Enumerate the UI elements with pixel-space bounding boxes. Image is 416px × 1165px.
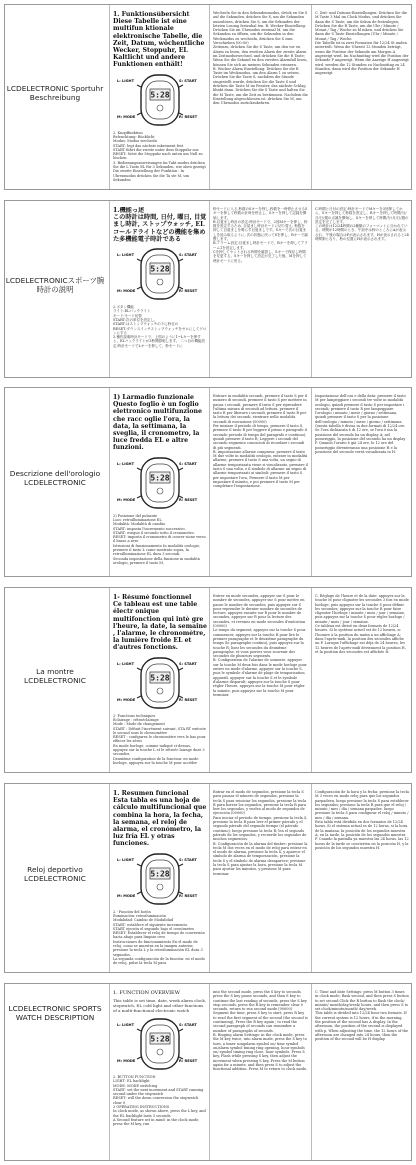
column-1-text: 2) Posizione del pulsante Luci: retroilluminazione EL Modalità: Modalità di cambio START: imposta l'incremento successivo. START: esegue il secondo sotto il cronometro RESET: imposta il cronometro di conver sione verso il basso a zero Istruzioni di funzionamento In modalità orologio, premere il tasto L come mostrato sopra, la retroilluminazione EL dura 3 secondi. Seconda impostazione della funzione in modalità orologio, premere il tasto M, [113,513,206,565]
watch-diagram [117,654,198,712]
column-divider [311,984,312,1160]
column-1-text: 2.- Función del botón Iluminación: retroiluminación Modalidad: Cambio de Modalidad START: establece el siguiente incremento. START ejecuta el segundo bajo el cronómetro RESET: Establecer el reloj de tiempo de conversión hacia abajo para limpiar cero Instrucciones de funcionamiento En el modo de reloj, como se muestra en la imagen anterior, presione la tecla L y la retroiluminación EL dura 3 segundos. La segunda configuración de la función: en el modo de reloj, pulse la tecla M para [113,909,205,966]
section-card [4,4,412,190]
section-heading: 1.機能っ述 この時計は時間, 日付, 曜日, 目覚まし時計, ストップウォッチ, ELコールドライトなどの機能を集めた多機能電子時計である [113,207,207,243]
column-1 [113,11,207,187]
section-heading: 1) Larmadio funzionale Questo foglio è un foglio elettronico multifunzione che racc oglie l'ora, la data, la settimana, la sveglia, il cronometro, la luce fredda EL e altre funzioni. [113,394,202,452]
watch-label-start: S: START [179,253,197,258]
watch-label-light: L: LIGHT [117,253,135,258]
column-1 [113,394,207,574]
column-3-text: C. Réglage de l'heure et de la date: appuyez sur la touche M pour clignoter les secondes 3 fois en mode horloge, puis appuyez sur la touche S pour définir les secondes; appuyez sur la touche R pour faire clignoter l'horloge / minute / mois / jour / semaine, puis appuyez sur la touche S pour régler horloge / minute / mois / jour / semaine. Ce tableau est divisé en deux formats de 12/24 heures. Si le système actuel est de 12 heures, si l'horaire à la position du matin a un affichage A; dans l'après-midi, la position des secondes affiche un P. Lorsque l'affichage est déjà de 24 heures, les 12 heures de l'après-midi deviennent la position H, et la position des secondes est affichée H. [315,594,409,654]
column-divider [209,5,210,189]
section-card [4,587,412,773]
column-divider [209,588,210,772]
column-2-text: Entrar en el modo de segundos, presione la tecla S para pausar el número de segundos, presione la tecla S para reiniciar los segundos, presione la tecla R para borrar los segundos, presione la tecla R para leer los segundos, y vuelva al modo de segundos de ejecución (00000) Para iniciar el periodo de tiempo, presione la tecla S, presione la tecla R para leer el primer párrafo y el segundo párrafo del segundo tiempo (el párrafo continuo), luego presione la tecla R; lea el segundo párrafo de los segundos, y recuerde los segundos de muchos segmentos. B. Configuración de la alarma del timbre: presione la tecla M dos veces en el modo de reloj para entrar en el modo de alarma, presione la tecla S, y aparece el símbolo de alarma de temporización, presione la tecla S y el símbolo de alarma desaparece; presione la tecla S para ajustar la hora, presione la tecla M para ajustar los minutos, y presione M para terminar. [213,790,308,876]
column-divider [311,5,312,189]
section-heading: 1. Funktionsübersicht Diese Tabelle ist eine multifun ktionale elektronische Tabelle, die Zeit, Datum, wöchentliche Wecker, Stoppuhr, EL Kaltlicht und andere Funktionen enthält! [113,11,205,69]
column-divider [209,984,210,1160]
watch-label-mode: M: MODE [117,893,136,898]
column-1 [113,990,207,1158]
column-3-text: C. Zeit- und Datums-Einstellungen: Drücken Sie die M Taste 3 Mal im Clock Modus, und drücken Sie dann die S Taste, um die Sekun de festzulegen; Drücken Sie die R Taste, um die Uhr / Minute / Monat / Tag / Woche zu bl inken, und drücken Sie dann die S Taste Einstellungen (Uhr / Minute / Monat / Tag / Woche. Die Tabelle ist in zwei Formaten für 12/24 St unden unterteilt. Wenn die Uhrzeit 12 Stunden beträgt, wenn die Position der Sekunde am Morgen A angezeigt wird. Im Nachmittag wird die Position der Sekunde P angezeigt. Wenn die Anzeige H angezeigt wird, werden die 12 Stunden zu Nachmittag zu 24 Stunden, dann wird die Position der Sekunde H angezeigt. [315,11,409,76]
svg-text:5:28: 5:28 [150,673,170,683]
column-2-text: into the second mode, press the S key to seconds, press the S key pause seconds, and then S key to continue the last reading of seconds, press the S key stop seconds, press the R key to remember clear 0 seconds, return to run second mode (00000) Segment the time, press S key to start, press R key to read the first segment of the second (the second is continuing), Press the R key again ; to read the second paragraph of seconds can remember a number of paragraphs of seconds. B. Ringing alarm Settings: in the clock mode, press the M key twice, into alarm mode, press the S key to turn, a timer songalarm symbol on/ time symbol on/alarm symbol timing ring opening, hour symbols on/ symbol timing ring close, hour symbols. Press S key, Flash while pressing S key, then adjust the increment when pressing S key, Press the M button again for a minute, and then press S to adjust the functional addition. Press M to return to clock mode, [213,990,308,1072]
column-3-text: C.時間と日付の設定:時計モードでMキーを3回押してから、Sキーを押して秒数を設定し、Rキーを押して時間/分/月/日/週の点滅を開始し、Sキーを押して時間/分/月/日/週の設定を完了します。 この時計は12/24時間の2種類のフォーマットに分かれている。時間が12時間のとき、午前中は秒のところにAが表示され、午後の場合はPが表示されます。Hが表示されると24時間制となり、秒の位置にHが表示されます。 [315,207,409,242]
column-divider [109,5,110,189]
column-divider [311,784,312,972]
column-1 [113,207,207,375]
column-2-text: Entrare in modalità secondi, premere il tasto S per il numero di secondi, premere il tasto S per mettere in pausa i secondi, premere il tasto S per riprendere l'ultima misura di secondi ad lettura, premere il tasto R per liberare i secondi, premere il tasto R per la lettura dei secondi, rientrare nella modalità secondi di esecuzione (00000) Per iniziare il periodo di tempo, premere il tasto S, premere il tasto R per leggere il primo e paragrafo il secondo periodo di tempo del paragrafo e continuo), quindi premere il tasto R; Leggere i secondi del secondo segmento conosciuti di ricordare i secondi di più segmenti. B. impostazione allarme comparsa: premere il tasto M due volte in modalità orologio, entrare in modalità allarme, premere il tasto S una volta, un segno di allarme temporizzata viene ri visualizzato, premere il tasto S una volta, e il simbolo di allarme un segno di allarme temporizzati ai simboli: premere il tasto S per impostare l'ora, Premere il tasto M per impostare il minuto, e poi premere il tasto M per completare l'impostazione. [213,394,308,489]
watch-label-mode: M: MODE [117,114,136,119]
column-1-text: 2- Fonctions techniques Éclairage : rétroéclairage Mode : Mode de changement START : Définit l'incrément suivant, STA RT exécute le second sous le chronomètre RESET : configurez le chronomètre vers le bas pour effacer les zéros En mode horloge, comme indiqué ci-dessus, appuyez sur la touche L et le rétroéc lairage dure 3 secondes. Deuxième configuration de la fonction: en mode horloge, appuyez sur la touche M pour accéder [113,713,206,765]
watch-label-light: L: LIGHT [117,661,135,666]
watch-label-reset: R: RESET [179,893,198,898]
column-3-text: C. Time and date Settings: press M button 3 times in clock mode, flash second, and then press S button to set second Click the R button to flash the clock/ minute/ month/day/week/ hours, and then press S to set clock/minute/month/ day/week. This table is divided into 12/24 hour two formats. If the current system is 12 hours, if in the morning, the position of the second has A display. In the afternoon, the position of the second is displayed with p. When adjusting the time, the 12 hours of the afternoon are changed into 24 hours, then the position of the second will be H display. [315,990,409,1042]
section-card [4,387,412,577]
watch-container [113,452,207,514]
section-title: LCDELECTRONIC SPORTS WATCH DESCRIPTION [8,1004,102,1022]
column-1-text: 2.ボタン機能 ライト:ELバックライト モード:モード切替 START:次の単位を設定し、 START:はストップウォッチの下に秒目の RESET:ダウンスイッチストップウォッチをゼロにしてゲロンにする 3.操作説明時計モードで、上図のように1~Lキーを押すと、ELバックライトが3秒間照明します。 二つ目の機能設定:時計モードでLキーを押して、秒モードに [113,305,207,348]
column-divider [109,784,110,972]
column-2-text: Entrer en mode secondes, appuyer sur S pour le nombre de secondes, appuyer sur S pour mettre en pause le nombre de secondes, puis appuyer sur S pour reprendre le dernier nombre de secondes de lecture, appuyez ensuite sur R pour le nombre de secondes, appuyez sur R pour la lecture des secondes, et revenez en mode secondes d'exécution (00000) Le temps du segment, appuyez sur la touche S pour commencer, appuyez sur la touche R pour lire le premier paragraphe et le deuxième paragraphe du temps (le paragraphe continu), puis appuyez sur la touche R; lisez les secondes du deuxième paragraphe, et vous pouvez vous souvenir des secondes de plusieurs segments. B. Configuration de l'alarme de sonnerie: appuyer sur la touche M deux fois dans le mode horloge pour entrer en mode d'alarme, appuyer sur la touche S, puis le symbole d'alarme de plage de temporisation apparaît, appuyer sur la touche S et le symbole d'alarme disparaît; appuyez sur la touche S pour régler l'heure, appuyez sur la touche M pour régler la minute, puis appuyez sur la touche M pour terminer. [213,594,307,697]
watch-label-reset: R: RESET [179,289,198,294]
column-2-text: Wechseln Sie in den Sekundenmodus, drück en Sie S auf die Sekunden, drücken Sie S, um die Sekunden auszulösen, drücken Sie S, um die Sekunden der letzten Lesung festzuhal ten. B. Wecker-Einstellung: Drücken Sie im Uhrmodus zweimal M, um die Sekunden zu öffnen, um die Sekunden in den Weckmodus zu wechseln, drücken Sie S zum Verschieben (00:00) Zeitenzu, drücken Sie die S Taste, um den vor en Alarm zu lesen, den zweiten Alarm der zweite Alarm im Zeitmoduswechsel, und drücken Sie die R Taste; Wenn Sie die Sekund en den zweiten Alarmfall lesen, können Sie sich an meinen Sekunden erinnern. B. Wecker Alarm Einstellung: Drücken Sie die R Taste im Weckmodus, um den Alarm 1 zu setzen. Drücken Sie die Taste S, nachdem die Stunde eingestellt wurde, drücken Sie die Taste S und drücken die Taste M im Fenster, das nächste Schlag blinkt dann. Drücken Sie die S Taste und halten Sie die M Taste, um die Zeit zu bestimmen. Nachdem die Einstellung abgeschlossen ist, drücken Sie M, um den Uhrmodus zurückzukehren. [213,11,308,106]
watch-label-reset: R: RESET [179,697,198,702]
column-1 [113,790,207,970]
watch-label-light: L: LIGHT [117,857,135,862]
column-3-text: Impostazione dell'ora e della data: premere il tasto M per lampeggiare i secondi tre volte in modalità orologio, quindi premere il tasto S per impostare i secondi; premere il tasto R per lampeggiare l'orologio / minuto / mese / giorno / settimana, quindi premere il tasto S per la posizione dell'orologio / minuto / mese / giorno / settimana. Questa tabella è divisa in due formati di 12/24 ore. Se l'ora dichiarata è di 12 ore, se l'ora è ma la posizione del secondo ha un display A; nel pomeriggio, la posizione del secondo ha un display P. Quando l'orario è già 24 ore, le 12 ore del pomeriggio diventeranno una posizione H e la posizione del secondo verrà visualizzata in H. [315,394,406,454]
column-divider [209,201,210,377]
svg-text:5:28: 5:28 [150,264,170,274]
watch-diagram [117,245,198,303]
watch-label-light: L: LIGHT [117,1023,135,1027]
watch-label-start: S: START [179,857,197,862]
section-card [4,983,412,1161]
column-divider [311,201,312,377]
watch-label-start: S: START [179,78,197,83]
svg-text:5:28: 5:28 [150,90,170,100]
watch-label-start: S: START [179,461,197,466]
section-title: LCDELECTRONICスポーツ腕時計の説明 [5,276,105,294]
svg-text:5:28: 5:28 [150,1034,170,1044]
section-heading: 1. FUNCTION OVERVIEW [113,990,180,996]
column-3-text: Configuración de la hora y la fecha: presione la tecla M 3 veces en modo reloj para que los segundos parpadeen, luego presione la tecla S para establecer los segundos; presione la tecla R para que el reloj / minuto / mes / día / semana parpadee, luego presione la tecla S para configurar el reloj / minuto / mes / día / semana. Esta tabla está dividida en dos formatos de 12/24 horas. Si el sistema actual es de 12 horas, si la hora de la mañana, la posición de los segundos muestra A; en la tarde, la posición de los segundos muestra P. Cuando la pantalla ya muestra las 24 horas, las 12 horas de la tarde se convierten en la posición H, y la posición de los segundos muestra H. [315,790,409,850]
column-1-text: 2. BUTTON FUNCTION LIGHT: EL backlight MODE: MODE switching START: set the next increment and START running second under the stopwatch RESET: will the down conversion the stopwatch clear 0 3 OPERATING INSTRUCTIONS In clock mode, as shown above, press the L key, and the EL backlight lasts 3 seconds. A Second feature set in mind: in the clock mode, press the M key, run [113,1075,206,1127]
watch-label-mode: M: MODE [117,497,136,502]
watch-label-start: S: START [179,1023,197,1027]
watch-label-mode: M: MODE [117,1059,136,1063]
watch-diagram [117,1015,198,1073]
watch-label-start: S: START [179,661,197,666]
column-divider [109,588,110,772]
watch-container [113,69,207,131]
watch-label-mode: M: MODE [117,289,136,294]
watch-container [113,1013,207,1075]
watch-label-reset: R: RESET [179,114,198,119]
column-divider [311,388,312,576]
column-2-text: 秒モードに入る,秒数のSキーを押し,秒数を一時停止させるSキーを押して秒数の計時を停止し、Sキーを押して記録を開始します。 B.目覚まし時計の設定:時計モードで、2回Mキーを押し、秒数を設定するため, 目覚まし時計モードに切り替え, 秒数を押して目覚ましを鳴らす目覚ましです。Sキーで次の目覚ましを読み取るように, 次の状態に戻ってSを押し、Rキーで調整します。 B.アラーム設定:目覚まし時計モードで、Rキーを押してアラーム1を設定します。 Cを押してセットされる時間を確認し、Sキーで保存し時間を変更する。Sキーを押して設定が完了した後、Mを押して時計モードに戻る。 [213,207,308,263]
section-card [4,200,412,378]
column-divider [109,388,110,576]
watch-label-reset: R: RESET [179,1059,198,1063]
section-title: LCDELECTRONIC Sportuhr Beschreibung [6,84,104,102]
watch-label-light: L: LIGHT [117,78,135,83]
column-divider [209,784,210,972]
section-intro: This table is set time, date, week alarm clock, stopwatch, EL cold light and other functions of a multi-functional electronic watch [113,998,207,1013]
watch-label-mode: M: MODE [117,697,136,702]
watch-container [113,243,207,305]
watch-diagram [117,850,198,908]
svg-text:5:28: 5:28 [150,869,170,879]
watch-label-reset: R: RESET [179,497,198,502]
watch-container [113,652,207,714]
watch-label-light: L: LIGHT [117,461,135,466]
watch-container [113,848,207,910]
column-divider [209,388,210,576]
column-1 [113,594,207,770]
svg-text:5:28: 5:28 [150,473,170,483]
watch-diagram [117,454,198,512]
section-heading: 1- Résumé fonctionnel Ce tableau est une table électr onique multifonction qui intè gre l'heure, la date, la semaine , l'alarme, le chronomètre, la lumière froide EL et d'autres fonctions. [113,594,207,652]
column-1-text: 2. Knopffunktion Beleuchtung: Rücklicht Modus: Modus wechseln START: legt das nächste inkrement fest START führt die zweite unter dem Stoppuhr aus RESET: Setzt die Stoppuhr nach unten um Null zu löschen 3. Bedienungsanweisungen Im Takt modus drücken Sie die L Taste EL für 3 Sekunden, wie oben gezeigt Die zweite Einstellung der Funktion : In Uhrenmodus drücken Sie die Ta ste M, um Sekunden [113,130,206,182]
section-heading: 1. Resumen funcional Esta tabla es una hoja de cálculo multifuncional que combina la hora, la fecha, la semana, el reloj de alarma, el cronómetro, la luz fría EL y otras funciones. [113,790,207,848]
column-divider [109,201,110,377]
watch-diagram [117,71,198,129]
column-divider [109,984,110,1160]
section-card [4,783,412,973]
section-title: Descrizione dell'orologio LCDELECTRONIC [9,469,101,487]
column-divider [311,588,312,772]
section-title: Reloj deportivo LCDELECTRONIC [24,865,86,883]
section-title: La montre LCDELECTRONIC [24,667,86,685]
